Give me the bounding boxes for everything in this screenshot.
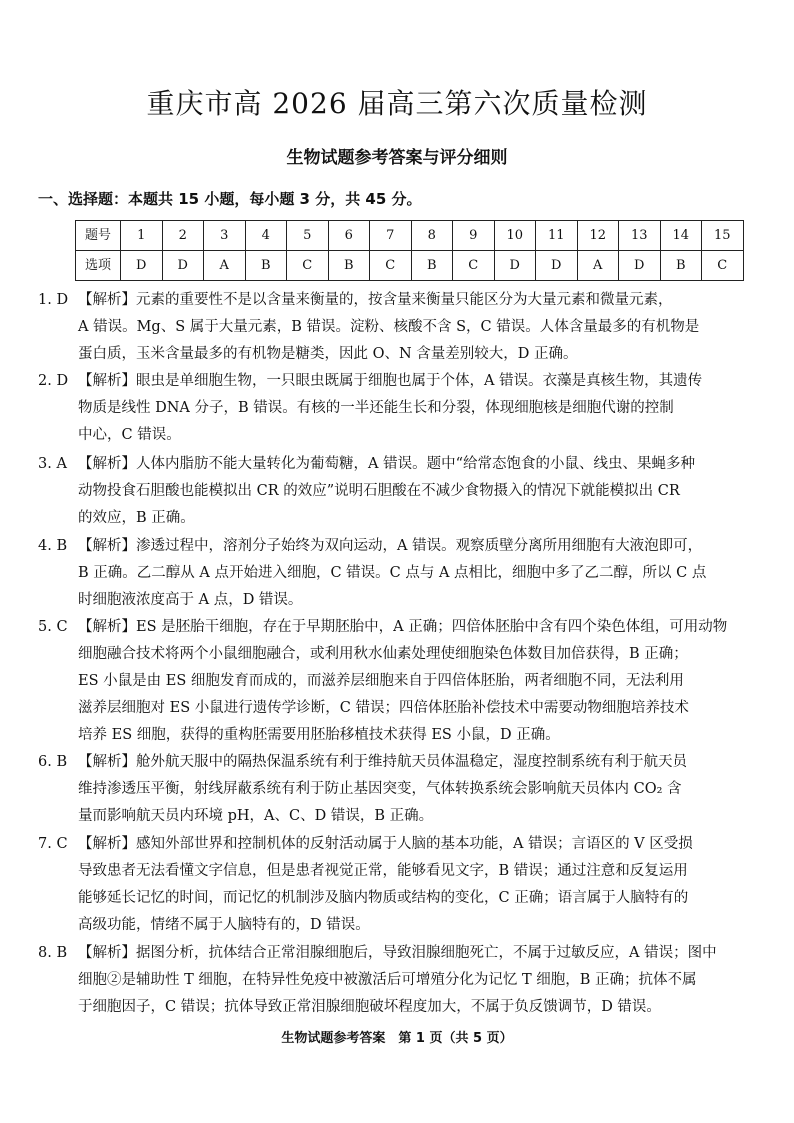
answer-option-cell: B	[328, 251, 370, 281]
question-number-row	[76, 221, 744, 251]
explanation-1	[38, 287, 754, 368]
explanation-line: 【解析】渗透过程中，溶剂分子始终为双向运动，A 错误。观察质壁分离所用细胞有大液泡即可，	[78, 538, 703, 554]
question-number-cell: 11	[536, 221, 578, 251]
explanation-5	[38, 614, 754, 749]
explanation-3	[38, 451, 754, 532]
answer-option-cell: C	[702, 251, 744, 281]
answer-table	[75, 220, 744, 281]
explanation-number: 4. B	[38, 538, 68, 554]
explanation-number: 2. D	[38, 373, 69, 389]
explanation-line: 于细胞因子，C 错误；抗体导致正常泪腺细胞破坏程度加大，不属于负反馈调节，D 错误。	[78, 999, 661, 1015]
explanation-line: 高级功能，情绪不属于人脑特有的，D 错误。	[78, 917, 370, 933]
question-number-cell: 12	[577, 221, 619, 251]
explanation-line: 培养 ES 细胞，获得的重构胚需要用胚胎移植技术获得 ES 小鼠，D 正确。	[78, 727, 560, 743]
question-number-cell: 7	[370, 221, 412, 251]
answer-option-cell: B	[411, 251, 453, 281]
explanation-2	[38, 368, 754, 449]
explanation-line: 中心，C 错误。	[78, 427, 181, 443]
explanation-number: 3. A	[38, 456, 67, 472]
answer-option-cell: D	[536, 251, 578, 281]
explanation-line: 【解析】感知外部世界和控制机体的反射活动属于人脑的基本功能，A 错误；言语区的 V 区受损	[78, 836, 693, 852]
explanation-line: 时细胞液浓度高于 A 点，D 错误。	[78, 592, 303, 608]
explanation-line: 导致患者无法看懂文字信息，但是患者视觉正常，能够看见文字，B 错误；通过注意和反复运用	[78, 863, 688, 879]
answer-option-cell: D	[619, 251, 661, 281]
page-subtitle: 生物试题参考答案与评分细则	[286, 148, 508, 168]
explanation-7	[38, 831, 754, 939]
explanation-8	[38, 940, 754, 1021]
explanation-number: 7. C	[38, 836, 68, 852]
explanation-line: 物质是线性 DNA 分子，B 错误。有核的一半还能生长和分裂，体现细胞核是细胞代谢的控制	[78, 400, 674, 416]
explanation-number: 8. B	[38, 945, 68, 961]
explanation-line: 【解析】舱外航天服中的隔热保温系统有利于维持航天员体温稳定，湿度控制系统有利于航天员	[78, 754, 687, 770]
answer-option-cell: A	[577, 251, 619, 281]
explanation-line: 【解析】ES 是胚胎干细胞，存在于早期胚胎中，A 正确；四倍体胚胎中含有四个染色体组，可用动物	[78, 619, 728, 635]
explanation-line: 【解析】眼虫是单细胞生物，一只眼虫既属于细胞也属于个体，A 错误。衣藻是真核生物，其遗传	[78, 373, 703, 389]
explanation-line: B 正确。乙二醇从 A 点开始进入细胞，C 错误。C 点与 A 点相比，细胞中多了乙二醇，所以 C 点	[78, 565, 707, 581]
explanation-line: 滋养层细胞对 ES 小鼠进行遗传学诊断，C 错误；四倍体胚胎补偿技术中需要动物细胞培养技术	[78, 700, 689, 716]
explanation-line: 的效应，B 正确。	[78, 510, 195, 526]
explanation-line: 蛋白质，玉米含量最多的有机物是糖类，因此 O、N 含量差别较大，D 正确。	[78, 346, 578, 362]
explanation-line: 能够延长记忆的时间，而记忆的机制涉及脑内物质或结构的变化，C 正确；语言属于人脑特有的	[78, 890, 689, 906]
explanation-4	[38, 533, 754, 614]
explanation-line: 细胞融合技术将两个小鼠细胞融合，或利用秋水仙素处理使细胞染色体数目加倍获得，B 正确；	[78, 646, 688, 662]
question-number-cell: 3	[204, 221, 246, 251]
question-number-cell: 15	[702, 221, 744, 251]
answer-option-cell: C	[370, 251, 412, 281]
explanation-line: 【解析】人体内脂肪不能大量转化为葡萄糖，A 错误。题中“给常态饱食的小鼠、线虫、果蝇多种	[78, 456, 695, 472]
explanation-number: 6. B	[38, 754, 68, 770]
explanation-number: 5. C	[38, 619, 68, 635]
answer-option-cell: D	[121, 251, 163, 281]
page-footer: 生物试题参考答案 第 1 页（共 5 页）	[281, 1031, 513, 1046]
row-label-answer-option: 选项	[76, 251, 121, 281]
question-number-cell: 2	[162, 221, 204, 251]
explanation-line: 【解析】元素的重要性不是以含量来衡量的，按含量来衡量只能区分为大量元素和微量元素，	[78, 292, 673, 308]
question-number-cell: 1	[121, 221, 163, 251]
question-number-cell: 14	[660, 221, 702, 251]
answer-option-cell: B	[660, 251, 702, 281]
question-number-cell: 9	[453, 221, 495, 251]
answer-option-cell: D	[494, 251, 536, 281]
explanation-line: 量而影响航天员内环境 pH，A、C、D 错误，B 正确。	[78, 808, 434, 824]
explanation-line: 维持渗透压平衡，射线屏蔽系统有利于防止基因突变，气体转换系统会影响航天员体内 CO₂ 含	[78, 781, 682, 797]
question-number-cell: 4	[245, 221, 287, 251]
answer-option-cell: B	[245, 251, 287, 281]
answer-option-cell: A	[204, 251, 246, 281]
question-number-cell: 6	[328, 221, 370, 251]
explanation-line: ES 小鼠是由 ES 细胞发育而成的，而滋养层细胞来自于四倍体胚胎，两者细胞不同，无法利用	[78, 673, 684, 689]
explanation-line: 动物投食石胆酸也能模拟出 CR 的效应”说明石胆酸在不减少食物摄入的情况下就能模拟出 CR	[78, 483, 680, 499]
explanation-6	[38, 749, 754, 830]
answer-option-cell: C	[287, 251, 329, 281]
explanation-number: 1. D	[38, 292, 69, 308]
question-number-cell: 8	[411, 221, 453, 251]
question-number-cell: 13	[619, 221, 661, 251]
explanation-line: 【解析】据图分析，抗体结合正常泪腺细胞后，导致泪腺细胞死亡，不属于过敏反应，A 错误；图中	[78, 945, 717, 961]
section-heading-choice: 一、选择题：本题共 15 小题，每小题 3 分，共 45 分。	[38, 190, 422, 208]
question-number-cell: 10	[494, 221, 536, 251]
explanation-line: 细胞②是辅助性 T 细胞，在特异性免疫中被激活后可增殖分化为记忆 T 细胞，B 正确；抗体不属	[78, 972, 697, 988]
answer-option-cell: C	[453, 251, 495, 281]
question-number-cell: 5	[287, 221, 329, 251]
page-title: 重庆市高 2026 届高三第六次质量检测	[146, 87, 648, 120]
row-label-question-number: 题号	[76, 221, 121, 251]
explanation-line: A 错误。Mg、S 属于大量元素，B 错误。淀粉、核酸不含 S，C 错误。人体含量最多的有机物是	[78, 319, 700, 335]
answer-option-cell: D	[162, 251, 204, 281]
answer-option-row	[76, 251, 744, 281]
